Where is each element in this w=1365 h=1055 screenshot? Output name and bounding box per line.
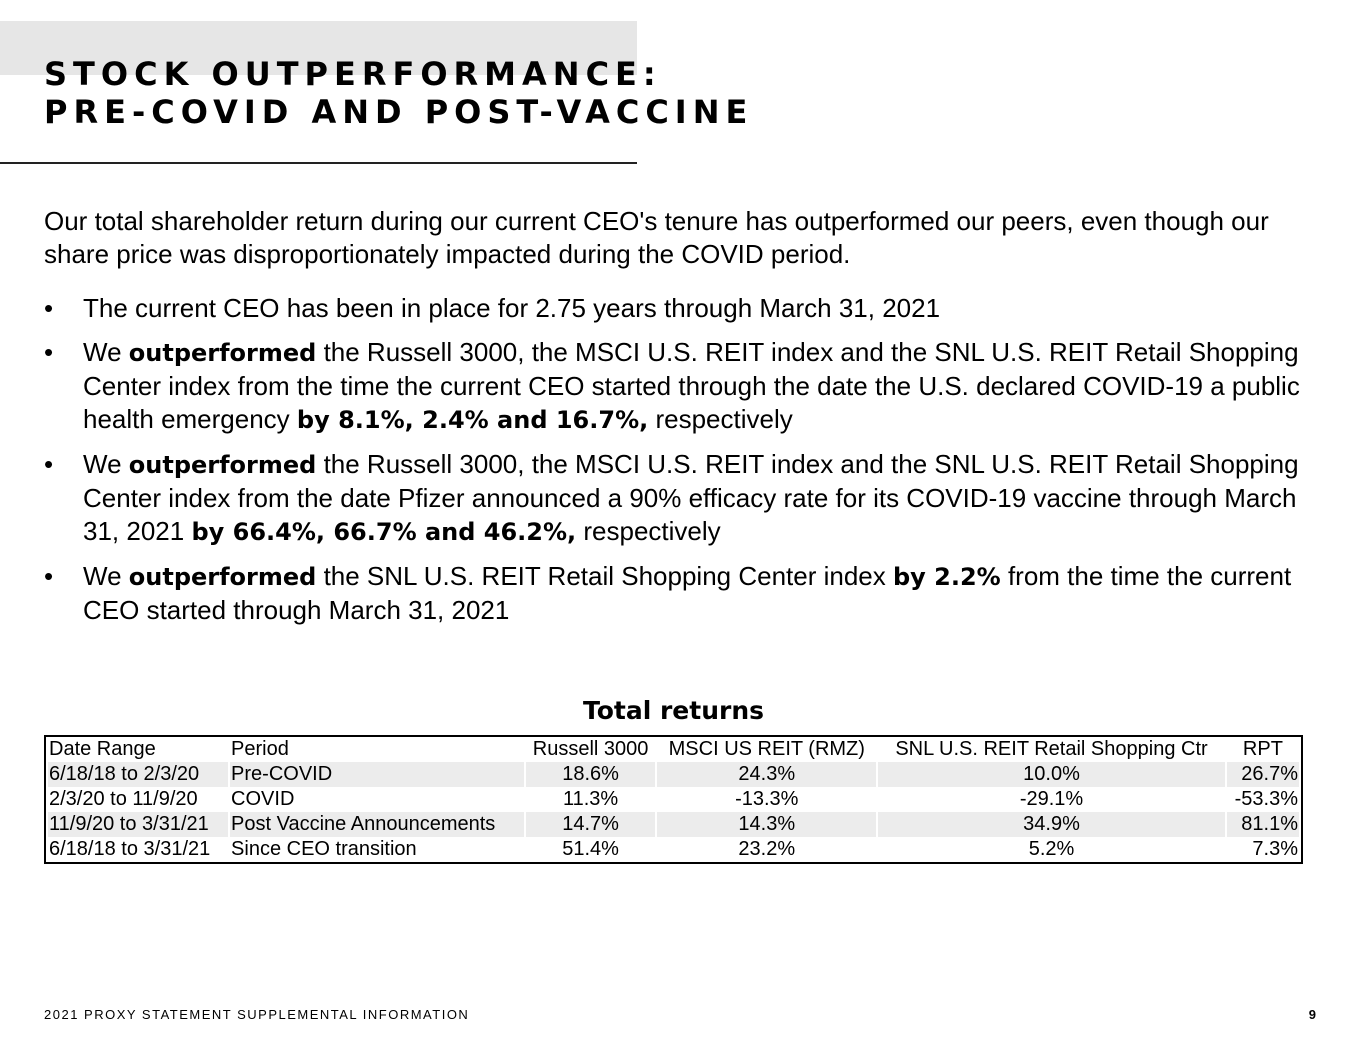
bullet-item-3 [44, 448, 1334, 549]
cell-period: COVID [231, 788, 295, 810]
cell-rpt: 26.7% [1227, 762, 1299, 787]
bullet-emphasis: outperformed [128, 339, 317, 367]
bullet-text-body: the SNL U.S. REIT Retail Shopping Center index [316, 561, 893, 591]
cell-snl-reit-retail: 5.2% [1028, 838, 1075, 860]
header-rpt: RPT [1242, 738, 1283, 760]
bullet-emphasis-figures: by 8.1%, 2.4% and 16.7%, [296, 406, 649, 434]
bullet-emphasis-figures: by 66.4%, 66.7% and 46.2%, [191, 518, 577, 546]
cell-russell-3000: 11.3% [562, 788, 619, 810]
page-title-line-1: STOCK OUTPERFORMANCE: [44, 55, 662, 93]
header-russell-3000: Russell 3000 [532, 738, 649, 760]
cell-snl-reit-retail: 34.9% [878, 812, 1225, 837]
cell-date-range: 2/3/20 to 11/9/20 [49, 788, 198, 810]
intro-paragraph: Our total shareholder return during our current CEO's tenure has outperformed our peers, even though our share price was disproportionately impacted during the COVID period. [44, 206, 1269, 269]
cell-russell-3000: 18.6% [526, 762, 656, 787]
total-returns-table [44, 735, 1303, 864]
bullet-item-1 [44, 292, 1334, 325]
bullet-text-tail: from the time the current CEO started through March 31, 2021 [83, 561, 1292, 625]
header-snl-reit-retail: SNL U.S. REIT Retail Shopping Ctr [895, 738, 1208, 760]
header-msci-us-reit: MSCI US REIT (RMZ) [668, 738, 865, 760]
cell-russell-3000: 14.7% [526, 812, 656, 837]
bullet-dot: • [44, 561, 54, 591]
cell-rpt: 7.3% [1252, 838, 1298, 860]
cell-msci-us-reit: -13.3% [735, 788, 799, 810]
cell-period: Since CEO transition [231, 838, 417, 860]
cell-period: Post Vaccine Announcements [230, 812, 524, 837]
table-header-row [48, 737, 1299, 762]
table-row [48, 762, 1299, 787]
title-divider [0, 162, 637, 164]
bullet-emphasis: outperformed [128, 563, 317, 591]
bullet-dot: • [44, 293, 54, 323]
page-number: 9 [1308, 1007, 1316, 1022]
header-period: Period [231, 738, 289, 760]
table-title: Total returns [582, 696, 765, 725]
bullet-text-tail: respectively [648, 404, 793, 434]
cell-msci-us-reit: 23.2% [738, 838, 796, 860]
bullet-dot: • [44, 449, 54, 479]
cell-date-range: 11/9/20 to 3/31/21 [48, 812, 228, 837]
table-row [48, 812, 1299, 837]
bullet-text-lead: We [83, 561, 129, 591]
bullet-text-lead: We [83, 449, 129, 479]
page-title-line-2: PRE-COVID AND POST-VACCINE [44, 93, 754, 131]
bullet-text-tail: respectively [576, 516, 721, 546]
footer-label: 2021 PROXY STATEMENT SUPPLEMENTAL INFORMATION [44, 1007, 470, 1022]
bullet-text-body: the Russell 3000, the MSCI U.S. REIT index and the SNL U.S. REIT Retail Shopping Center index from the time the current CEO started through the date the U.S. declared COVID-19 a public health emergency [83, 337, 1300, 434]
table-row [48, 787, 1299, 812]
page-title [44, 55, 753, 131]
cell-date-range: 6/18/18 to 3/31/21 [49, 838, 211, 860]
cell-msci-us-reit: 14.3% [657, 812, 876, 837]
cell-msci-us-reit: 24.3% [657, 762, 876, 787]
bullet-emphasis: outperformed [128, 451, 317, 479]
cell-rpt: -53.3% [1234, 788, 1298, 810]
cell-period: Pre-COVID [230, 762, 524, 787]
bullet-emphasis-figures: by 2.2% [892, 563, 1001, 591]
bullet-text: The current CEO has been in place for 2.75 years through March 31, 2021 [83, 293, 941, 323]
bullet-item-4 [44, 560, 1334, 627]
header-date-range: Date Range [49, 738, 156, 760]
bullet-text-body: the Russell 3000, the MSCI U.S. REIT index and the SNL U.S. REIT Retail Shopping Center index from the date Pfizer announced a 90% efficacy rate for its COVID-19 vaccine through March 31, 2021 [83, 449, 1299, 546]
cell-snl-reit-retail: -29.1% [1019, 788, 1084, 810]
cell-rpt: 81.1% [1227, 812, 1299, 837]
bullet-dot: • [44, 337, 54, 367]
cell-snl-reit-retail: 10.0% [878, 762, 1225, 787]
bullet-item-2 [44, 336, 1334, 437]
bullet-text-lead: We [83, 337, 129, 367]
cell-date-range: 6/18/18 to 2/3/20 [48, 762, 228, 787]
cell-russell-3000: 51.4% [562, 838, 619, 860]
bullet-list [44, 292, 1334, 638]
table-row [48, 837, 1299, 862]
